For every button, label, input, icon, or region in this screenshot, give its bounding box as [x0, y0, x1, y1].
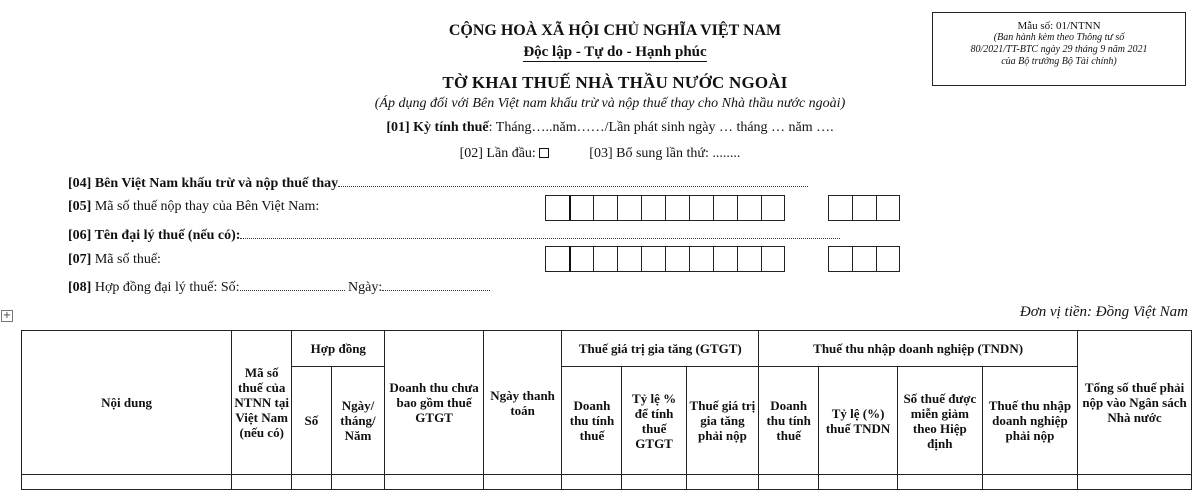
field-05-code: [05] — [68, 199, 92, 214]
field-08 — [68, 278, 490, 296]
col-doanh-thu: Doanh thu chưa bao gồm thuế GTGT — [385, 331, 483, 475]
first-time-checkbox[interactable] — [539, 148, 549, 158]
field-05-label: Mã số thuế nộp thay của Bên Việt Nam: — [94, 199, 320, 214]
col-mst: Mã số thuế của NTNN tại Việt Nam (nếu có) — [232, 331, 292, 475]
form-subtitle: (Áp dụng đối với Bên Việt nam khấu trừ và nộp thuế thay cho Nhà thầu nước ngoài) — [374, 96, 846, 111]
country-title: CỘNG HOÀ XÃ HỘI CHỦ NGHĨA VIỆT NAM — [448, 22, 782, 39]
col-gtgt-phainop: Thuế giá trị gia tăng phải nộp — [686, 367, 758, 475]
supp-label: Bổ sung lần thứ: — [616, 146, 709, 161]
col-tndn-group: Thuế thu nhập doanh nghiệp (TNDN) — [759, 331, 1078, 367]
table-row — [22, 475, 1192, 490]
first-label: Lần đầu: — [486, 146, 536, 161]
tax-code-boxes-05[interactable] — [545, 195, 785, 221]
field-06-input[interactable] — [240, 226, 840, 239]
field-07 — [68, 252, 161, 268]
field-08-code: [08] — [68, 280, 92, 295]
col-tndn-tyle: Tỷ lệ (%) thuế TNDN — [819, 367, 898, 475]
first-code: [02] — [459, 146, 483, 161]
col-tong: Tổng số thuế phải nộp vào Ngân sách Nhà nước — [1078, 331, 1192, 475]
form-number: Mẫu số: 01/NTNN — [1017, 20, 1101, 32]
supp-code: [03] — [589, 146, 613, 161]
field-06-label: [06] Tên đại lý thuế (nếu có) — [68, 228, 236, 243]
form-note-2: 80/2021/TT-BTC ngày 29 tháng 9 năm 2021 — [970, 44, 1148, 55]
field-07-label: Mã số thuế: — [94, 252, 161, 267]
form-number-box — [932, 12, 1186, 86]
col-hop-dong: Hợp đồng — [292, 331, 385, 367]
supp-value[interactable]: ........ — [712, 146, 741, 161]
tax-code-boxes-07[interactable] — [545, 246, 785, 272]
col-gtgt-dt: Doanh thu tính thuế — [562, 367, 622, 475]
col-gtgt-group: Thuế giá trị gia tăng (GTGT) — [562, 331, 759, 367]
col-gtgt-tyle: Tỷ lệ % để tính thuế GTGT — [622, 367, 686, 475]
form-title: TỜ KHAI THUẾ NHÀ THẦU NƯỚC NGOÀI — [442, 73, 788, 92]
form-note-3: của Bộ trưởng Bộ Tài chính) — [1001, 56, 1117, 67]
tax-code-suffix-07[interactable] — [828, 246, 900, 272]
col-tndn-mien: Số thuế được miễn giảm theo Hiệp định — [897, 367, 982, 475]
col-noi-dung: Nội dung — [22, 331, 232, 475]
period-text: : Tháng…..năm……/Lần phát sinh ngày … tháng … năm …. — [488, 120, 834, 135]
tax-period — [280, 120, 940, 136]
field-07-code: [07] — [68, 252, 92, 267]
field-06: [06] Tên đại lý thuế (nếu có): — [68, 226, 840, 244]
contract-date-input[interactable] — [382, 278, 490, 291]
col-ngay-thang-nam: Ngày/ tháng/ Năm — [331, 367, 385, 475]
motto — [380, 44, 850, 61]
period-label: Kỳ tính thuế — [413, 120, 489, 135]
field-04-label: [04] Bên Việt Nam khấu trừ và nộp thuế thay — [68, 176, 339, 191]
table-move-handle-icon[interactable]: + — [2, 310, 12, 321]
col-tndn-dt: Doanh thu tính thuế — [759, 367, 819, 475]
col-so: Số — [292, 367, 331, 475]
submission-type — [380, 146, 820, 162]
field-05 — [68, 199, 319, 215]
currency-unit: Đơn vị tiền: Đồng Việt Nam — [1019, 304, 1188, 320]
field-04 — [68, 174, 808, 192]
contract-number-input[interactable] — [240, 278, 345, 291]
col-ngay-thanh-toan: Ngày thanh toán — [483, 331, 562, 475]
period-code: [01] — [386, 120, 410, 135]
col-tndn-phainop: Thuế thu nhập doanh nghiệp phải nộp — [982, 367, 1077, 475]
form-note-1: (Ban hành kèm theo Thông tư số — [993, 32, 1125, 43]
motto-text: Độc lập - Tự do - Hạnh phúc — [523, 44, 707, 60]
tax-code-suffix-05[interactable] — [828, 195, 900, 221]
field-08-label: Hợp đồng đại lý thuế: Số: — [94, 280, 240, 295]
tax-table — [21, 330, 1192, 490]
field-08-date-label: Ngày: — [348, 280, 383, 295]
field-04-input[interactable] — [338, 174, 808, 187]
